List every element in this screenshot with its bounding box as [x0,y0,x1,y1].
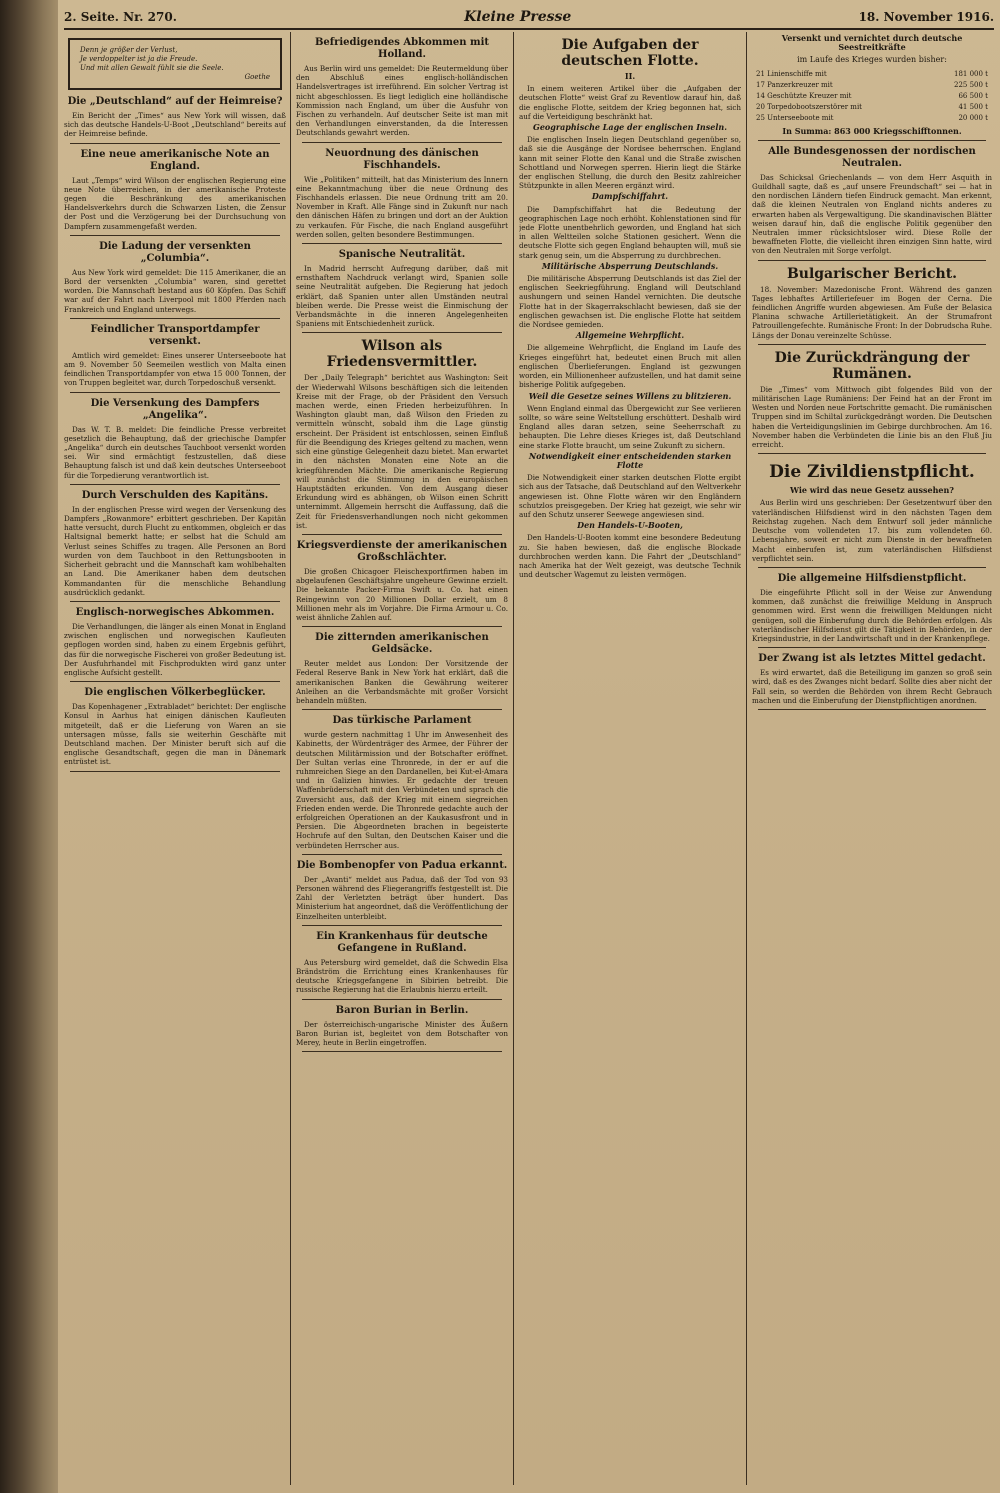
article-paragraph: Das Schicksal Griechenlands — von dem Herr Asquith in Guildhall sagte, daß es „auf unsere Freundschaft“ sei — hat in den nordischen Ländern tiefen Eindruck gemacht. Man erkennt, daß die kleinen Neutralen von England nichts anderes zu erwarten haben als Vergewaltigung. Die skandinavischen Blätter weisen darauf hin, daß die englische Politik gegenüber den Neutralen immer rücksichtsloser wird. Diese Rolle der bewaffneten Flotte, die vielleicht ihren einzigen Sinn hatte, wird von den Neutralen mit Sorge verfolgt. [752,172,992,256]
article-paragraph: Die Dampfschiffahrt hat die Bedeutung der geographischen Lage noch erhöht. Kohlenstationen sind für jede Flotte unentbehrlich geworden, und England hat sich in allen Weltteilen solche Stationen gesichert. Wenn die deutsche Flotte sich gegen England behaupten will, muß sie stark genug sein, um die Absperrung zu durchbrechen. [519,204,741,260]
book-binding [0,0,58,1493]
divider [302,1051,502,1052]
divider [758,567,986,568]
article-title: Die Aufgaben der deutschen Flotte. [561,37,699,69]
divider [70,318,280,319]
article-title: Die zitternden amerikanischen Geldsäcke. [315,632,489,656]
article-paragraph: Ein Bericht der „Times“ aus New York will wissen, daß sich das deutsche Handels-U-Boot „Deutschland“ bereits auf der Heimreise befinde. [64,111,286,139]
page-header [64,6,994,30]
article-paragraph: Die „Times“ vom Mittwoch gibt folgendes Bild von der militärischen Lage Rumäniens: Der Feind hat an der Front im Westen und Norden neue Fortschritte gemacht. Die rumänischen Truppen sind im Schiltal zurückgedrängt worden. Die Deutschen haben die Verteidigungslinien im Gebirge durchbrochen. Am 16. November haben die Verbündeten die Linie bis an den Fluß Jiu erreicht. [752,384,992,450]
article-paragraph: Das W. T. B. meldet: Die feindliche Presse verbreitet gesetzlich die Behauptung, daß der griechische Dampfer „Angelika“ durch ein deutsches Tauchboot versenkt worden sei. Wir sind ermächtigt festzustellen, daß diese Behauptung falsch ist und daß kein deutsches Unterseeboot für die Torpedierung verantwortlich ist. [64,424,286,480]
article-title: Die englischen Völkerbeglücker. [84,687,266,699]
article-title: Die Zivildienstpflicht. [769,462,975,483]
column-divider [746,32,747,1485]
article-title: Feindlicher Transportdampfer versenkt. [90,323,260,347]
column-divider [290,32,291,1485]
article-paragraph: wurde gestern nachmittag 1 Uhr im Anwesenheit des Kabinetts, der Würdenträger des Armee, der Führer der deutschen Militärmission und der Botschafter eröffnet. Der Sultan verlas eine Thronrede, in der er auf die ruhmreichen Siege an den Dardanellen, bei Kut-el-Amara und in Galizien hinwies. Er gedachte der treuen Waffenbrüderschaft mit den Verbündeten und sprach die Zuversicht aus, daß der Krieg mit einem siegreichen Frieden enden werde. Die Thronrede gedachte auch der erfolgreichen Operationen an der Kaukasusfront und in Persien. Die Abgeordneten brachen in begeisterte Hochrufe auf den Sultan, den Deutschen Kaiser und die verbündeten Herrscher aus. [296,730,508,850]
article-paragraph: Aus Berlin wird uns geschrieben: Der Gesetzentwurf über den vaterländischen Hilfsdienst wird in den nächsten Tagen dem Reichstag zugehen. Nach dem Entwurf soll jeder männliche Deutsche vom vollendeten 17. bis zum vollendeten 60. Lebensjahre, soweit er nicht zum Dienste in der bewaffneten Macht einberufen ist, zum vaterländischen Hilfsdienst verpflichtet sein. [752,498,992,563]
divider [302,332,502,333]
table-row [754,70,990,79]
row-value: 181 000 t [954,69,988,78]
newspaper-page [58,0,1000,1493]
article-paragraph: Die eingeführte Pflicht soll in der Weise zur Anwendung kommen, daß zunächst die freiwillige Meldung in Anspruch genommen wird. Erst wenn die freiwilligen Meldungen nicht genügen, soll die Einberufung durch die Behörden erfolgen. Als vaterländischer Hilfsdienst gilt die Tätigkeit in Behörden, in der Kriegsindustrie, in der Landwirtschaft und in der Krankenpflege. [752,587,992,643]
section-subhead: Weil die Gesetze seines Willens zu blitzieren. [528,390,732,401]
article-paragraph: Die allgemeine Wehrpflicht, die England im Laufe des Krieges eingeführt hat, bedeutet einen Bruch mit allen englischen Überlieferungen. England ist gezwungen worden, ein Millionenheer aufzustellen, und hat damit seine bisherige Politik aufgegeben. [519,343,741,390]
row-label: 20 Torpedobootszerstörer mit [756,102,862,111]
column-divider [513,32,514,1485]
losses-table [752,68,992,125]
table-row [754,103,990,112]
divider [70,143,280,144]
article-subtitle: Wie wird das neue Gesetz aussehen? [790,485,954,496]
divider [758,140,986,141]
article-title: Die Bombenopfer von Padua erkannt. [296,859,508,871]
article-title: Baron Burian in Berlin. [335,1004,469,1016]
column-1 [64,32,286,1485]
article-paragraph: Reuter meldet aus London: Der Vorsitzende der Federal Reserve Bank in New York hat erklärt, daß die amerikanischen Banken die Gewährung weiterer Anleihen an die Verbandsmächte mit großer Vorsicht behandeln müßten. [296,659,508,705]
article-paragraph: Der österreichisch-ungarische Minister des Äußern Baron Burian ist, begleitet von dem Botschafter von Merey, heute in Berlin eingetroffen. [296,1019,508,1048]
article-title: Neuordnung des dänischen Fischhandels. [325,147,479,171]
article-part: II. [624,71,636,81]
divider [758,709,986,710]
article-paragraph: Es wird erwartet, daß die Beteiligung im ganzen so groß sein wird, daß es des Zwanges nicht bedarf. Sollte dies aber nicht der Fall sein, so werden die Behörden von ihrem Recht Gebrauch machen und die Einberufung der Dienstpflichtigen anordnen. [752,668,992,705]
article-paragraph: Die großen Chicagoer Fleischexportfirmen haben im abgelaufenen Geschäftsjahre ungeheure Gewinne erzielt. Die bekannte Packer-Firma Swift u. Co. hat einen Reingewinn von 20 Millionen Dollar erzielt, um 8 Millionen mehr als im Vorjahre. Die Firma Armour u. Co. weist ähnliche Zahlen auf. [296,566,508,622]
article-paragraph: In einem weiteren Artikel über die „Aufgaben der deutschen Flotte“ weist Graf zu Reventlow darauf hin, daß die englische Flotte, seitdem der Krieg begonnen hat, sich auf die Verteidigung beschränkt hat. [519,84,741,121]
divider [302,854,502,855]
article-title: Die allgemeine Hilfsdienstpflicht. [777,572,967,584]
poem-line: Und mit allen Gewalt fühlt sie die Seele. [80,64,224,72]
article-title: Befriedigendes Abkommen mit Holland. [314,37,490,60]
losses-subtitle: im Laufe des Krieges wurden bisher: [797,55,947,65]
article-title: Bulgarischer Bericht. [786,265,958,282]
issue-date: 18. November 1916. [858,10,994,24]
row-label: 14 Geschützte Kreuzer mit [756,91,852,100]
article-title: Durch Verschulden des Kapitäns. [81,489,269,501]
article-title: Kriegsverdienste der amerikanischen Großschlächter. [296,539,508,563]
divider [302,925,502,926]
column-3 [519,32,741,1485]
column-2 [296,32,508,1485]
divider [70,681,280,682]
article-body [519,123,741,579]
poem-line: Je verdoppelter ist ja die Freude. [80,55,198,63]
poem-signature: Goethe [244,73,270,81]
article-paragraph: Den Handels-U-Booten kommt eine besondere Bedeutung zu. Sie haben bewiesen, daß die englische Blockade durchbrochen werden kann. Die Fahrt der „Deutschland“ nach Amerika hat der Welt gezeigt, was deutsche Technik und deutscher Wagemut zu leisten vermögen. [519,533,741,580]
article-paragraph: Die militärische Absperrung Deutschlands ist das Ziel der englischen Seekriegführung. England will Deutschland aushungern und seinen Handel vernichten. Die deutsche Flotte hat in der Skagerrakschlacht bewiesen, daß sie der englischen gewachsen ist. Die englische Flotte hat seitdem die Nordsee gemieden. [519,274,741,330]
section-subhead: Dampfschiffahrt. [591,191,669,202]
article-paragraph: Aus Petersburg wird gemeldet, daß die Schwedin Elsa Brändström die Errichtung eines Krankenhauses für deutsche Kriegsgefangene in Sibirien betreibt. Die russische Regierung hat die Erlaubnis hierzu erteilt. [296,957,508,995]
page-label: 2. Seite. Nr. 270. [64,10,177,24]
row-value: 225 500 t [954,80,988,89]
article-paragraph: Die englischen Inseln liegen Deutschland gegenüber so, daß sie die Ausgänge der Nordsee beherrschen. England kann mit seiner Flotte den Kanal und die Straße zwischen Schottland und Norwegen sperren. Hierin liegt die Stärke der englischen Stellung, die durch den Besitz zahlreicher Stützpunkte in allen Meeren ergänzt wird. [519,135,741,191]
divider [302,709,502,710]
divider [70,771,280,772]
divider [758,344,986,345]
article-title: Die Ladung der versenkten „Columbia“. [99,240,251,264]
article-list [64,96,286,772]
row-label: 21 Linienschiffe mit [756,69,827,78]
section-subhead: Den Handels-U-Booten, [577,520,683,531]
losses-total: In Summa: 863 000 Kriegsschifftonnen. [782,125,962,136]
section-subhead: Notwendigkeit einer entscheidenden starken Flotte [528,450,732,470]
article-list [752,146,992,710]
table-row [754,114,990,123]
article-paragraph: Der „Avanti“ meldet aus Padua, daß der Tod von 93 Personen während des Fliegerangriffs festgestellt ist. Die Zahl der Verletzten beträgt über hundert. Das Ministerium hat angeordnet, daß die Veröffentlichung der Einzelheiten unterbleibt. [296,874,508,921]
article-title: Die Zurückdrängung der Rumänen. [774,349,970,382]
article-title: Alle Bundesgenossen der nordischen Neutralen. [768,145,976,169]
article-paragraph: Die Notwendigkeit einer starken deutschen Flotte ergibt sich aus der Tatsache, daß Deutschland auf den Weltverkehr angewiesen ist. Ohne Flotte wären wir den Engländern schutzlos preisgegeben. Der Krieg hat gezeigt, wie sehr wir auf den Schutz unserer Seewege angewiesen sind. [519,473,741,519]
article-paragraph: Das Kopenhagener „Extrabladet“ berichtet: Der englische Konsul in Aarhus hat einigen dänischen Kaufleuten mitgeteilt, daß er die Lieferung von Waren an sie untersagen müsse, falls sie weiterhin Geschäfte mit Deutschland machen. Der Minister beruft sich auf die englische Gesandtschaft, gegen die man in Dänemark entrüstet ist. [64,702,286,767]
divider [302,243,502,244]
table-row [754,92,990,101]
row-label: 17 Panzerkreuzer mit [756,80,833,89]
article-title: Englisch-norwegisches Abkommen. [75,606,275,618]
divider [302,626,502,627]
article-title: Der Zwang ist als letztes Mittel gedacht. [758,653,986,665]
article-list [296,37,508,1052]
article-title: Ein Krankenhaus für deutsche Gefangene in Rußland. [316,930,488,954]
row-value: 41 500 t [958,102,988,111]
column-4 [752,32,992,1485]
article-title: Die Versenkung des Dampfers „Angelika“. [90,397,260,421]
row-label: 25 Unterseeboote mit [756,113,834,122]
article-title: Das türkische Parlament [332,715,472,727]
article-paragraph: 18. November: Mazedonische Front. Während des ganzen Tages lebhaftes Artilleriefeuer im Bogen der Cerna. Die feindlichen Angriffe wurden abgewiesen. Am Fuße der Belasica Planina schwache Artillerietätigkeit. An der Strumafront Patrouillengefechte. Rumänische Front: In der Dobrudscha Ruhe. Längs der Donau vereinzelte Schüsse. [752,284,992,340]
article-title: Wilson als Friedensvermittler. [326,338,478,371]
article-paragraph: In Madrid herrscht Aufregung darüber, daß mit ernsthaftem Nachdruck verlangt wird, Spanien solle seine Neutralität aufgeben. Die Regierung hat jedoch erklärt, daß Spanien unter allen Umständen neutral bleiben werde. Die Presse weist die Einmischung der Verbandsmächte in die inneren Angelegenheiten Spaniens mit Entschiedenheit zurück. [296,264,508,329]
divider [302,142,502,143]
divider [70,601,280,602]
divider [302,999,502,1000]
article-title: Die „Deutschland“ auf der Heimreise? [67,96,283,107]
paper-name: Kleine Presse [464,9,572,25]
article-paragraph: Amtlich wird gemeldet: Eines unserer Unterseeboote hat am 9. November 50 Seemeilen westlich von Malta einen feindlichen Transportdampfer von etwa 15 000 Tonnen, der von Truppen begleitet war, durch Torpedoschuß versenkt. [64,350,286,388]
losses-title: Versenkt und vernichtet durch deutsche Seestreitkräfte [781,33,963,53]
divider [70,392,280,393]
row-value: 66 500 t [958,91,988,100]
poem-line: Denn je größer der Verlust, [80,46,178,54]
article-paragraph: Wie „Politiken“ mitteilt, hat das Ministerium des Innern eine Bekanntmachung über die neue Ordnung des Fischhandels erlassen. Die neue Ordnung tritt am 20. November in Kraft. Alle Fänge sind in Zukunft nur nach den dänischen Häfen zu bringen und dort an der Auktion zu verkaufen. Für Fische, die nach England ausgeführt werden sollen, gelten besondere Bestimmungen. [296,174,508,239]
divider [758,260,986,261]
article-paragraph: In der englischen Presse wird wegen der Versenkung des Dampfers „Rowanmore“ erbittert geschrieben. Der Kapitän hatte versucht, durch Flucht zu entkommen, obgleich er das Haltsignal bemerkt hatte; er selbst hat die Schuld am Verlust seines Schiffes zu tragen. Alle Personen an Bord wurden von dem Tauchboot in den Rettungsbooten in Sicherheit gebracht und die Mannschaft kam wohlbehalten an Land. Die Amerikaner haben dem deutschen Kommandanten für die menschliche Behandlung ausdrücklich gedankt. [64,504,286,597]
poem-box [68,38,282,90]
table-row [754,81,990,90]
divider [758,647,986,648]
article-paragraph: Laut „Temps“ wird Wilson der englischen Regierung eine neue Note überreichen, in der amerikanische Proteste gegen die Beschränkung des amerikanischen Handelsverkehrs durch die Schwarzen Listen, die Zensur der Post und die Verzögerung bei der Durchsuchung von Dampfern zusammengefaßt werden. [64,175,286,231]
row-value: 20 000 t [958,113,988,122]
divider [70,484,280,485]
article-paragraph: Der „Daily Telegraph“ berichtet aus Washington: Seit der Wiederwahl Wilsons beschäftigen sich die leitenden Kreise mit der Frage, ob der Präsident den Versuch machen werde, einen Frieden herbeizuführen. In Washington glaubt man, daß Wilson den Frieden zu vermitteln wünscht, sobald ihm die Lage günstig erscheint. Der Präsident ist entschlossen, seinen Einfluß für die Beendigung des Krieges geltend zu machen, wenn sich eine günstige Gelegenheit dazu bietet. Man erwartet in den nächsten Monaten eine Note an die kriegführenden Mächte. Die amerikanische Regierung will zunächst die Stimmung in den europäischen Hauptstädten erkunden. Von dem Ausgang dieser Erkundung wird es abhängen, ob Wilson einen Schritt unternimmt. Allgemein herrscht die Auffassung, daß die Zeit für Friedensverhandlungen noch nicht gekommen ist. [296,373,508,530]
article-title: Spanische Neutralität. [338,249,466,261]
article-paragraph: Wenn England einmal das Übergewicht zur See verlieren sollte, so wäre seine Weltstellung erschüttert. Deshalb wird England alles daran setzen, seine Seeherrschaft zu behaupten. Die Lehre dieses Krieges ist, daß Deutschland eine starke Flotte braucht, um seine Zukunft zu sichern. [519,403,741,450]
article-title: Eine neue amerikanische Note an England. [80,148,270,172]
article-paragraph: Die Verhandlungen, die länger als einen Monat in England zwischen englischen und norwegischen Kaufleuten gepflogen worden sind, haben zu einem Ergebnis geführt, das für die norwegische Fischerei von großer Bedeutung ist. Der Ausfuhrhandel mit Fischprodukten wird ganz unter englische Aufsicht gestellt. [64,621,286,677]
section-subhead: Geographische Lage der englischen Inseln. [533,122,727,133]
section-subhead: Allgemeine Wehrpflicht. [575,330,685,341]
divider [70,235,280,236]
divider [758,453,986,454]
section-subhead: Militärische Absperrung Deutschlands. [541,260,719,271]
article-paragraph: Aus New York wird gemeldet: Die 115 Amerikaner, die an Bord der versenkten „Columbia“ waren, sind gerettet worden. Die Mannschaft bestand aus 60 Köpfen. Das Schiff war auf der Fahrt nach Liverpool mit 1800 Pferden nach Frankreich und England unterwegs. [64,267,286,314]
article-paragraph: Aus Berlin wird uns gemeldet: Die Reutermeldung über den Abschluß eines englisch-holländischen Handelsvertrages ist irreführend. Ein solcher Vertrag ist nicht abgeschlossen. Es liegt lediglich eine holländische Kommission nach England, um über die Ausfuhr von Fischen zu verhandeln. Auf deutscher Seite ist man mit den Verhandlungen einverstanden, da die Interessen Deutschlands gewahrt werden. [296,64,508,138]
divider [302,534,502,535]
